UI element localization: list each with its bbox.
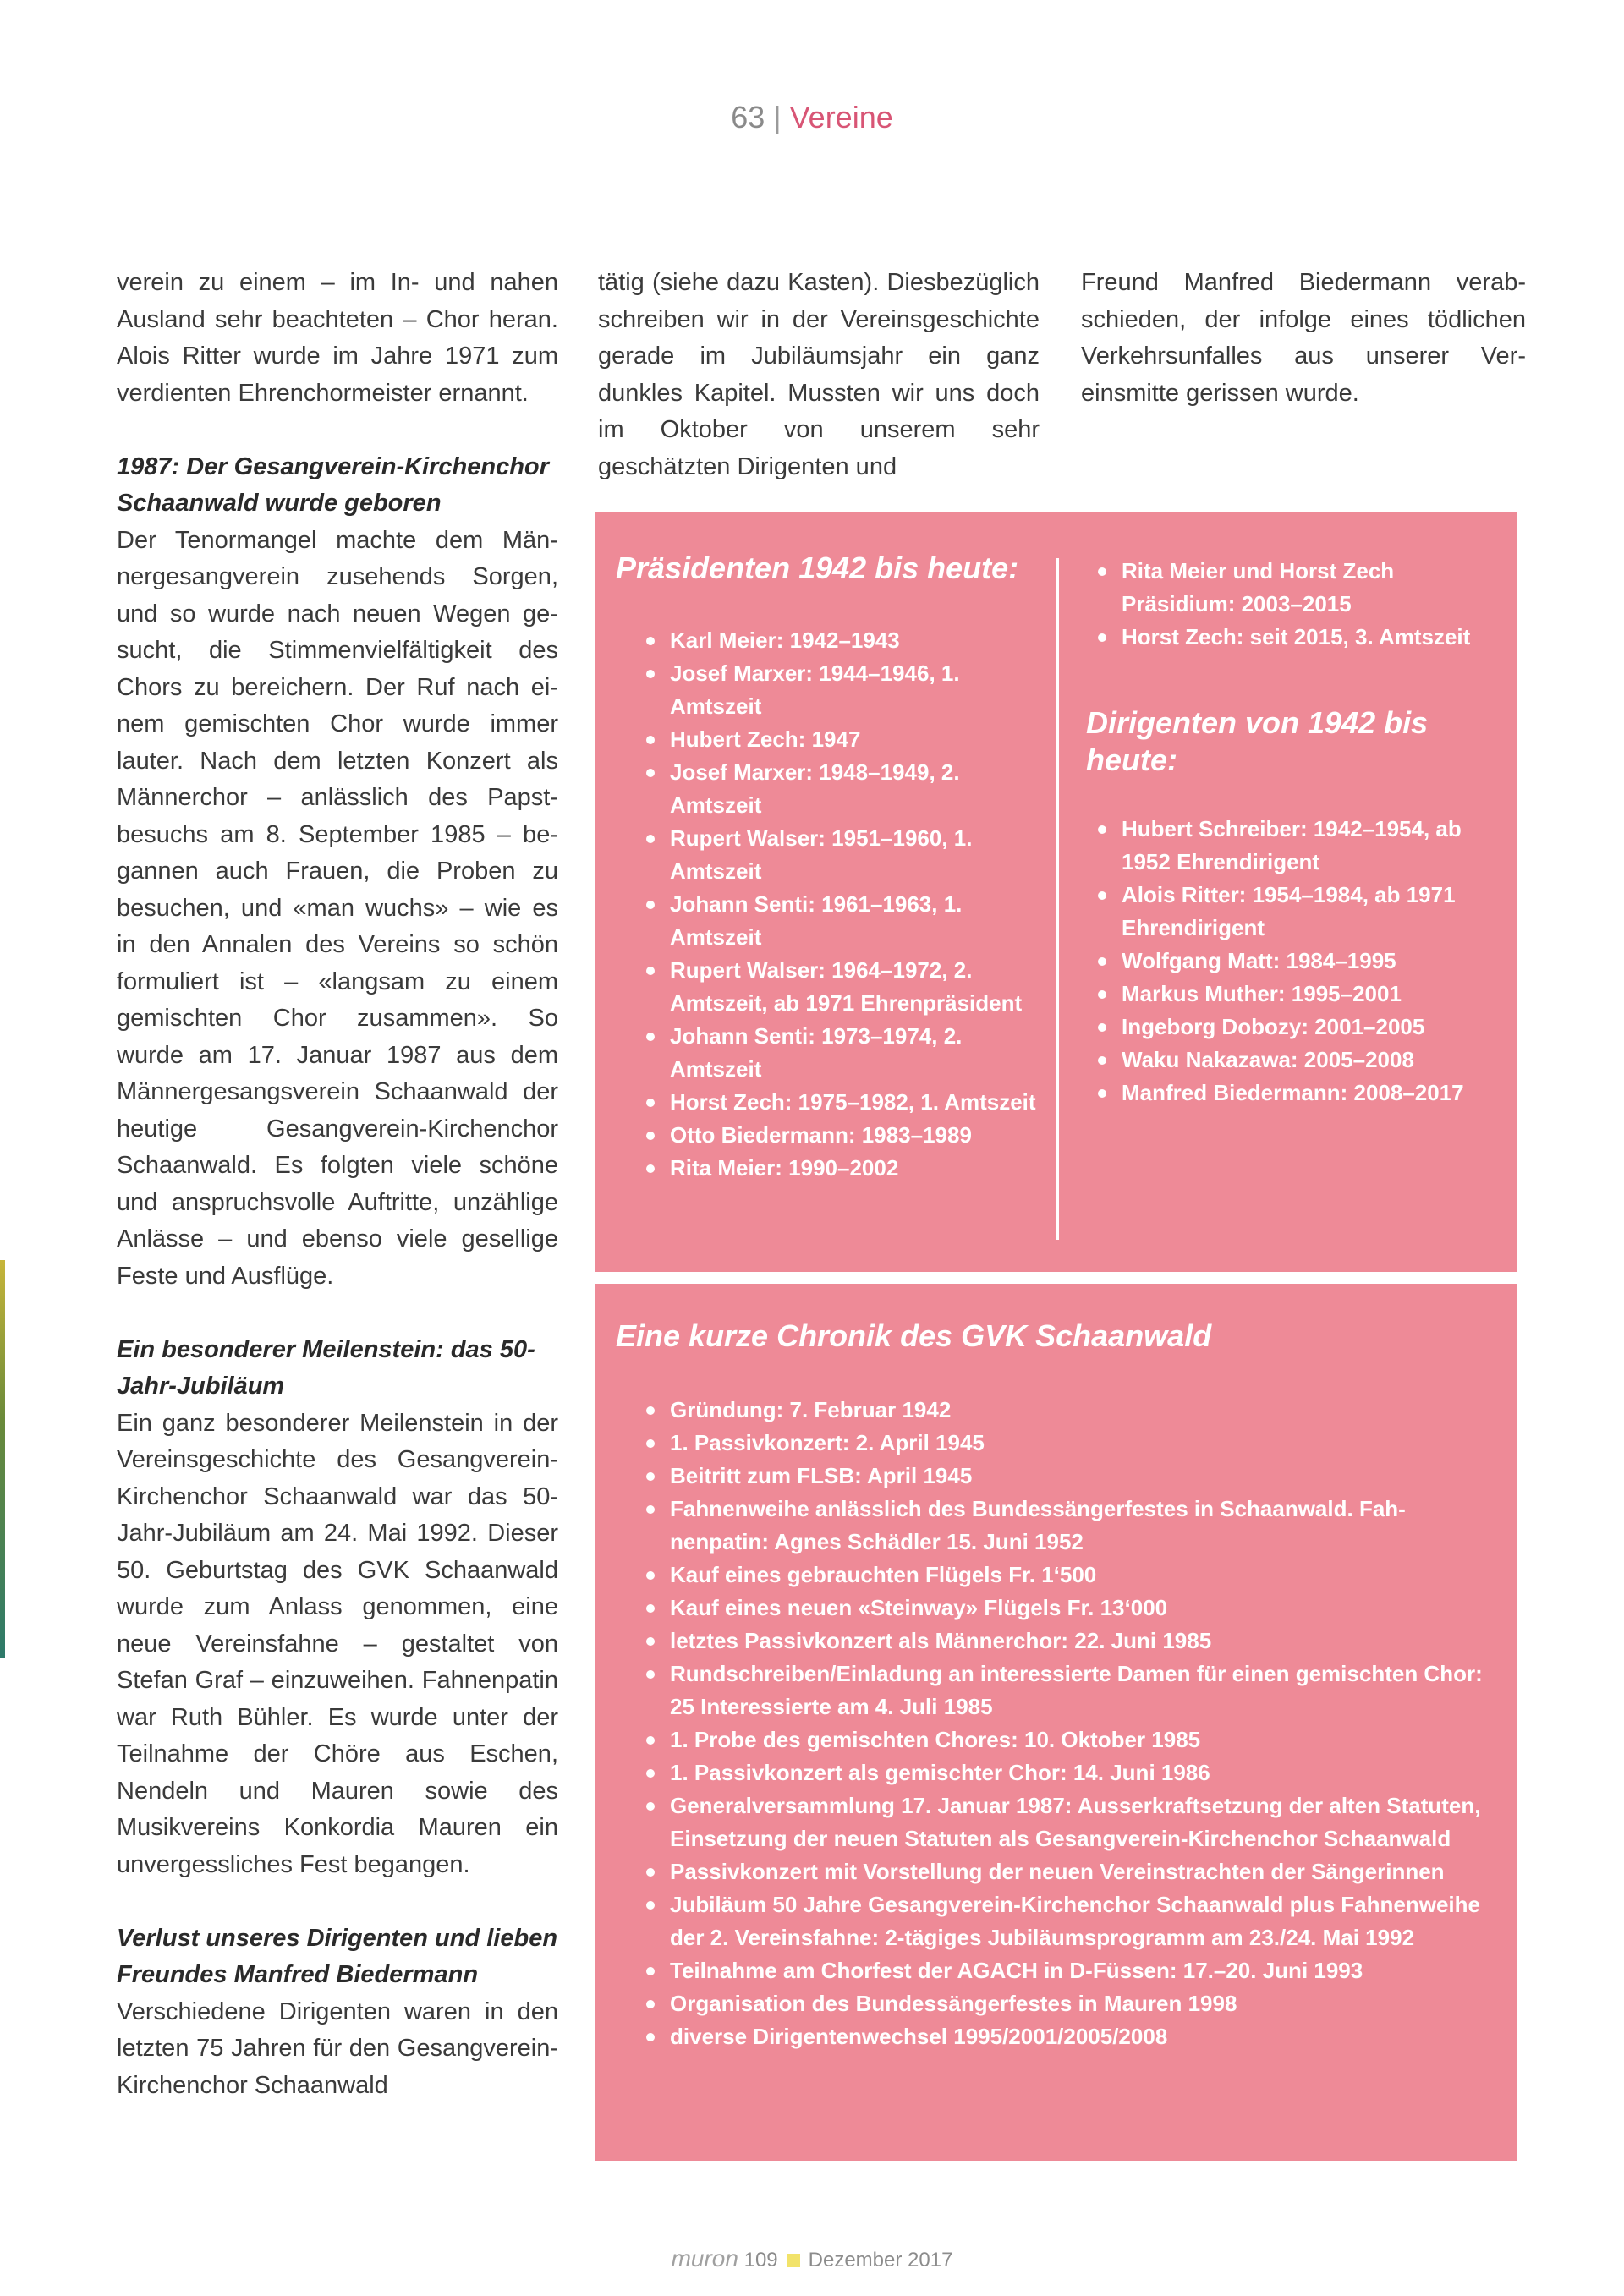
list-item: Organisation des Bundessängerfestes in Mauren 1998	[645, 1987, 1495, 2020]
issue-date: Dezember 2017	[808, 2249, 953, 2271]
list-item: Beitritt zum FLSB: April 1945	[645, 1460, 1495, 1493]
list-item: Gründung: 7. Februar 1942	[645, 1394, 1495, 1427]
list-item: Passivkonzert mit Vorstellung der neuen Vereinstrachten der Sängerinnen	[645, 1855, 1495, 1888]
list-item: Rita Meier und Horst Zech Präsidium: 2003–2015	[1096, 555, 1492, 621]
list-item: Johann Senti: 1961–1963, 1. Amtszeit	[645, 888, 1039, 954]
list-item: Otto Biedermann: 1983–1989	[645, 1119, 1039, 1152]
presidents-title: Präsidenten 1942 bis heute:	[616, 551, 1019, 585]
presidents-directors-box	[595, 512, 1517, 1272]
subheading-1987: 1987: Der Gesangverein-Kirchenchor Schaanwald wurde geboren	[117, 452, 549, 517]
chronicle-title: Eine kurze Chronik des GVK Schaanwald	[616, 1318, 1212, 1353]
paragraph: Freund Manfred Biedermann verabschieden, der infolge eines tödlichen Verkehrsunfalles aus unserer Vereinsmitte gerissen wurde.	[1081, 269, 1526, 407]
text-column-2	[598, 265, 1040, 485]
paragraph: Der Tenormangel machte dem Männergesangverein zusehends Sorgen, und so wurde nach neuen Wegen gesucht, die Stimmenvielfältigkeit des Chors zu bereichern. Der Ruf nach einem gemischten Chor wurde immer lauter. Nach dem letzten Konzert als Männerchor – anlässlich des Papstbesuchs am 8. September 1985 – begannen auch Frauen, die Proben zu besuchen, und «man wuchs» – wie es in den Annalen des Vereins so schön formuliert ist – «langsam zu einem gemischten Chor zusammen». So wurde am 17. Januar 1987 aus dem Männergesangsverein Schaanwald der heutige Gesangverein-Kirchenchor Schaanwald. Es folgten viele schöne und anspruchsvolle Auftritte, unzählige Anlässe – und ebenso viele gesellige Feste und Ausflüge.	[117, 526, 558, 1290]
list-item: Manfred Biedermann: 2008–2017	[1096, 1077, 1492, 1110]
list-item: Alois Ritter: 1954–1984, ab 1971 Ehrendirigent	[1096, 879, 1492, 945]
magazine-name: muron	[671, 2245, 738, 2271]
list-item: Kauf eines neuen «Steinway» Flügels Fr. 13‘000	[645, 1592, 1495, 1625]
list-item: Hubert Schreiber: 1942–1954, ab 1952 Ehrendirigent	[1096, 813, 1492, 879]
list-item: Jubiläum 50 Jahre Gesangverein-Kirchenchor Schaanwald plus Fahnenweihe der 2. Vereinsfahne: 2-tägiges Jubiläumsprogramm am 23./24. Mai 1992	[645, 1888, 1495, 1954]
subheading-jubilaeum: Ein besonderer Meilenstein: das 50-Jahr-Jubiläum	[117, 1335, 535, 1400]
list-item: Johann Senti: 1973–1974, 2. Amtszeit	[645, 1020, 1039, 1086]
footer-square-icon	[787, 2254, 800, 2267]
list-item: diverse Dirigentenwechsel 1995/2001/2005/2008	[645, 2020, 1495, 2053]
page-footer	[0, 2245, 1624, 2272]
list-item: Markus Muther: 1995–2001	[1096, 978, 1492, 1011]
list-item: Waku Nakazawa: 2005–2008	[1096, 1044, 1492, 1077]
text-column-3	[1081, 265, 1526, 412]
header-separator: |	[773, 100, 782, 134]
list-item: Fahnenweihe anlässlich des Bundessängerfestes in Schaanwald. Fahnenpatin: Agnes Schädler 15. Juni 1952	[645, 1493, 1495, 1559]
list-item: Rita Meier: 1990–2002	[645, 1152, 1039, 1185]
list-item: Josef Marxer: 1948–1949, 2. Amtszeit	[645, 756, 1039, 822]
list-item: Horst Zech: 1975–1982, 1. Amtszeit	[645, 1086, 1039, 1119]
list-item: Josef Marxer: 1944–1946, 1. Amtszeit	[645, 657, 1039, 723]
presidents-list-continued	[1096, 555, 1492, 654]
paragraph: Verschiedene Dirigenten waren in den letzten 75 Jahren für den Gesangverein-Kirchenchor Schaanwald	[117, 1997, 558, 2099]
subheading-verlust: Verlust unseres Dirigenten und lieben Freundes Manfred Biedermann	[117, 1924, 558, 1988]
chronicle-list	[645, 1394, 1495, 2053]
list-item: Kauf eines gebrauchten Flügels Fr. 1‘500	[645, 1559, 1495, 1592]
directors-list	[1096, 813, 1492, 1110]
list-item: Rundschreiben/Einladung an interessierte Damen für einen gemischten Chor: 25 Interessierte am 4. Juli 1985	[645, 1658, 1495, 1723]
text-column-1	[117, 265, 558, 2104]
directors-title: Dirigenten von 1942 bis heute:	[1086, 705, 1429, 777]
page-header	[0, 100, 1624, 135]
section-title: Vereine	[789, 100, 893, 134]
paragraph: Ein ganz besonderer Meilenstein in der Vereinsgeschichte des Gesangverein-Kirchenchor Schaanwald war das 50-Jahr-Jubiläum am 24. Mai 1992. Dieser 50. Geburtstag des GVK Schaanwald wurde zum Anlass genommen, eine neue Vereinsfahne – gestaltet von Stefan Graf – einzuweihen. Fahnenpatin war Ruth Bühler. Es wurde unter der Teilnahme der Chöre aus Eschen, Nendeln und Mauren sowie des Musikvereins Konkordia Mauren ein unvergessliches Fest begangen.	[117, 1409, 558, 1878]
list-item: Hubert Zech: 1947	[645, 723, 1039, 756]
issue-number: 109	[743, 2249, 778, 2271]
edge-image-strip	[0, 1260, 5, 1658]
presidents-list	[645, 624, 1039, 1185]
list-item: Rupert Walser: 1964–1972, 2. Amtszeit, ab 1971 Ehrenpräsident	[645, 954, 1039, 1020]
list-item: Horst Zech: seit 2015, 3. Amtszeit	[1096, 621, 1492, 654]
presidents-section	[616, 550, 1039, 1185]
list-item: 1. Passivkonzert als gemischter Chor: 14. Juni 1986	[645, 1756, 1495, 1789]
list-item: 1. Passivkonzert: 2. April 1945	[645, 1427, 1495, 1460]
page-number: 63	[731, 100, 765, 134]
chronicle-section	[616, 1318, 1495, 2053]
paragraph: tätig (siehe dazu Kasten). Diesbezüglich schreiben wir in der Vereinsgeschichte gerade im Jubiläumsjahr ein ganz dunkles Kapitel. Mussten wir uns doch im Oktober von unserem sehr geschätzten Dirigenten und	[598, 269, 1040, 480]
list-item: Karl Meier: 1942–1943	[645, 624, 1039, 657]
chronicle-box	[595, 1284, 1517, 2161]
list-item: Rupert Walser: 1951–1960, 1. Amtszeit	[645, 822, 1039, 888]
list-item: Ingeborg Dobozy: 2001–2005	[1096, 1011, 1492, 1044]
right-section	[1086, 555, 1492, 1110]
list-item: Wolfgang Matt: 1984–1995	[1096, 945, 1492, 978]
column-divider	[1056, 558, 1059, 1240]
list-item: letztes Passivkonzert als Männerchor: 22. Juni 1985	[645, 1625, 1495, 1658]
list-item: Teilnahme am Chorfest der AGACH in D-Füssen: 17.–20. Juni 1993	[645, 1954, 1495, 1987]
list-item: 1. Probe des gemischten Chores: 10. Oktober 1985	[645, 1723, 1495, 1756]
list-item: Generalversammlung 17. Januar 1987: Ausserkraftsetzung der alten Statuten, Einsetzung der neuen Statuten als Gesangverein-Kirchenchor Schaanwald	[645, 1789, 1495, 1855]
paragraph: verein zu einem – im In- und nahen Ausland sehr beachteten – Chor heran. Alois Ritter wurde im Jahre 1971 zum verdienten Ehrenchormeister ernannt.	[117, 269, 558, 407]
